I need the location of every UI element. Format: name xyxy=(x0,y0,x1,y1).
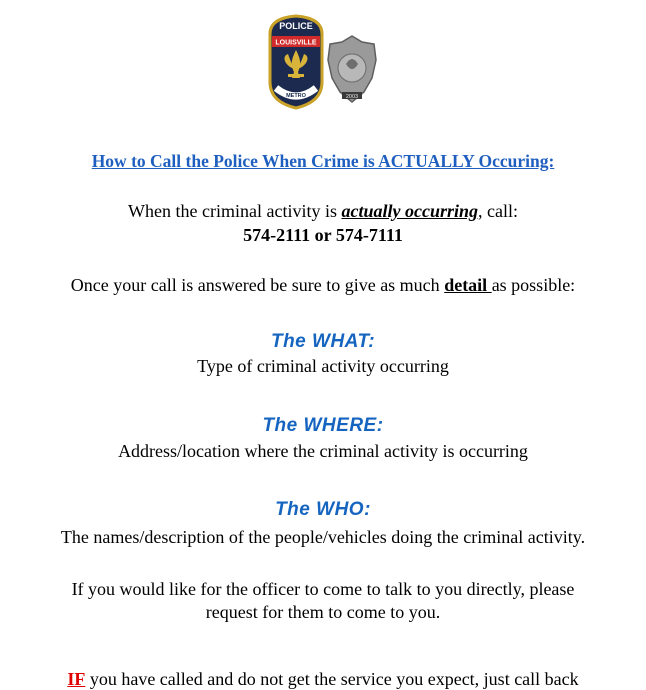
intro-prefix: When the criminal activity is xyxy=(128,201,342,221)
intro-suffix: , call: xyxy=(477,201,518,221)
where-title: The WHERE: xyxy=(262,415,384,436)
request-line-1: If you would like for the officer to come to talk to you directly, please xyxy=(71,579,575,599)
section-text-where: Address/location where the criminal activity is occurring xyxy=(118,441,528,461)
detail-emphasis: detail xyxy=(444,275,492,295)
intro-emphasis: actually occurring xyxy=(341,201,478,221)
detail-line xyxy=(0,274,646,296)
section-text-what: Type of criminal activity occurring xyxy=(197,356,449,376)
police-badge-icon xyxy=(328,36,376,102)
section-title-who xyxy=(0,498,646,521)
louisville-metro-police-logo xyxy=(262,12,384,112)
footer-line xyxy=(0,668,646,690)
section-title-where xyxy=(0,414,646,437)
page-title xyxy=(0,150,646,172)
section-text-who: The names/description of the people/vehicles doing the criminal activity. xyxy=(60,527,586,547)
phone-numbers: 574-2111 or 574-7111 xyxy=(243,225,403,245)
police-patch-icon xyxy=(270,16,322,108)
footer-rest: you have called and do not get the service you expect, just call back xyxy=(85,669,579,689)
heading-link[interactable]: How to Call the Police When Crime is ACTUALLY Occuring: xyxy=(91,151,555,171)
intro-line xyxy=(0,200,646,222)
svg-text:2003: 2003 xyxy=(345,94,359,100)
svg-text:POLICE: POLICE xyxy=(279,21,313,31)
footer-if: IF xyxy=(67,669,86,689)
section-title-what xyxy=(0,330,646,353)
detail-suffix: as possible: xyxy=(491,275,576,295)
what-title: The WHAT: xyxy=(270,331,376,352)
svg-text:METRO: METRO xyxy=(286,93,306,99)
request-line-2: request for them to come to you. xyxy=(205,602,441,622)
detail-prefix: Once your call is answered be sure to give as much xyxy=(70,275,445,295)
who-title: The WHO: xyxy=(275,499,371,520)
svg-text:LOUISVILLE: LOUISVILLE xyxy=(275,39,317,47)
